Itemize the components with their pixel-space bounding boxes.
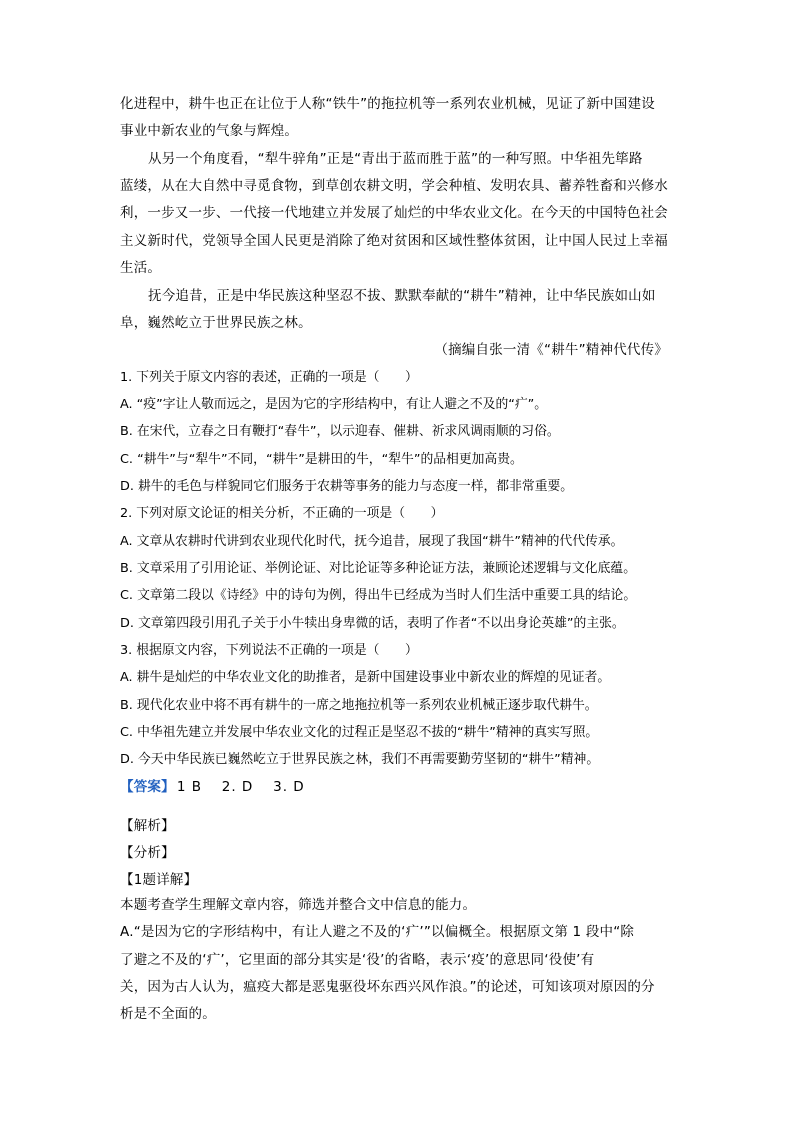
paragraph-line: 事业中新农业的气象与辉煌。 — [120, 123, 299, 139]
answer-line — [120, 777, 680, 797]
analysis-line: 析是不全面的。 — [120, 1006, 216, 1022]
question-3-option-a: A. 耕牛是灿烂的中华农业文化的助推者，是新中国建设事业中新农业的辉煌的见证者。 — [120, 670, 611, 685]
question-3-option-b: B. 现代化农业中将不再有耕牛的一席之地拖拉机等一系列农业机械正逐步取代耕牛。 — [120, 698, 598, 713]
question-1-detail-heading: 【1题详解】 — [120, 872, 198, 888]
paragraph-line: 抚今追昔，正是中华民族这种坚忍不拔、默默奉献的“耕牛”精神，让中华民族如山如 — [148, 288, 656, 304]
paragraph-line: 利，一步又一步、一代接一代地建立并发展了灿烂的中华农业文化。在今天的中国特色社会 — [120, 205, 668, 221]
analysis-line: 了避之不及的‘疒’，它里面的部分其实是‘役’的省略，表示‘疫’的意思同‘役使’有 — [120, 952, 595, 968]
question-1-option-a: A. “疫”字让人敬而远之，是因为它的字形结构中，有让人避之不及的“疒”。 — [120, 397, 548, 412]
paragraph-line: 生活。 — [120, 260, 162, 276]
analysis-line: A.“是因为它的字形结构中，有让人避之不及的‘疒’”以偏概全。根据原文第 1 段中“除 — [120, 924, 635, 940]
answer-value: 1 B 2. D 3. D — [176, 779, 305, 795]
source-citation: （摘编自张一清《“耕牛”精神代代传》 — [434, 342, 668, 358]
question-1-option-b: B. 在宋代，立春之日有鞭打“春牛”，以示迎春、催耕、祈求风调雨顺的习俗。 — [120, 424, 560, 439]
question-3-option-d: D. 今天中华民族已巍然屹立于世界民族之林，我们不再需要勤劳坚韧的“耕牛”精神。 — [120, 752, 600, 767]
question-2-option-a: A. 文章从农耕时代讲到农业现代化时代，抚今追昔，展现了我国“耕牛”精神的代代传承。 — [120, 534, 624, 549]
question-3: 3. 根据原文内容，下列说法不正确的一项是（ ） — [120, 643, 418, 658]
paragraph-line: 蓝缕，从在大自然中寻觅食物，到草创农耕文明，学会种植、发明农具、蓄养牲畜和兴修水 — [120, 178, 668, 194]
paragraph-line: 阜，巍然屹立于世界民族之林。 — [120, 315, 312, 331]
question-1-option-d: D. 耕牛的毛色与样貌同它们服务于农耕等事务的能力与态度一样，都非常重要。 — [120, 479, 574, 494]
question-3-option-c: C. 中华祖先建立并发展中华农业文化的过程正是坚忍不拔的“耕牛”精神的真实写照。 — [120, 725, 599, 740]
analysis-heading: 【解析】 — [120, 818, 175, 834]
analysis-line: 关，因为古人认为，瘟疫大都是恶鬼驱役坏东西兴风作浪。”的论述，可知该项对原因的分 — [120, 979, 655, 995]
question-1-option-c: C. “耕牛”与“犁牛”不同，“耕牛”是耕田的牛，“犁牛”的品相更加高贵。 — [120, 452, 523, 467]
question-2-option-c: C. 文章第二段以《诗经》中的诗句为例，得出牛已经成为当时人们生活中重要工具的结论。 — [120, 588, 637, 603]
question-2-option-d: D. 文章第四段引用孔子关于小牛犊出身卑微的话，表明了作者“不以出身论英雄”的主张。 — [120, 616, 625, 631]
analysis-subheading: 【分析】 — [120, 845, 175, 861]
question-2-option-b: B. 文章采用了引用论证、举例论证、对比论证等多种论证方法，兼顾论述逻辑与文化底蕴。 — [120, 561, 636, 576]
paragraph-line: 从另一个角度看，“犁牛骍角”正是“青出于蓝而胜于蓝”的一种写照。中华祖先筚路 — [148, 151, 643, 167]
analysis-line: 本题考查学生理解文章内容，筛选并整合文中信息的能力。 — [120, 897, 477, 913]
answer-tag: 【答案】 — [120, 779, 175, 795]
question-2: 2. 下列对原文论证的相关分析，不正确的一项是（ ） — [120, 506, 444, 521]
question-1: 1. 下列关于原文内容的表述，正确的一项是（ ） — [120, 370, 418, 385]
paragraph-line: 主义新时代，党领导全国人民更是消除了绝对贫困和区域性整体贫困，让中国人民过上幸福 — [120, 233, 668, 249]
paragraph-line: 化进程中，耕牛也正在让位于人称“铁牛”的拖拉机等一系列农业机械，见证了新中国建设 — [120, 96, 655, 112]
